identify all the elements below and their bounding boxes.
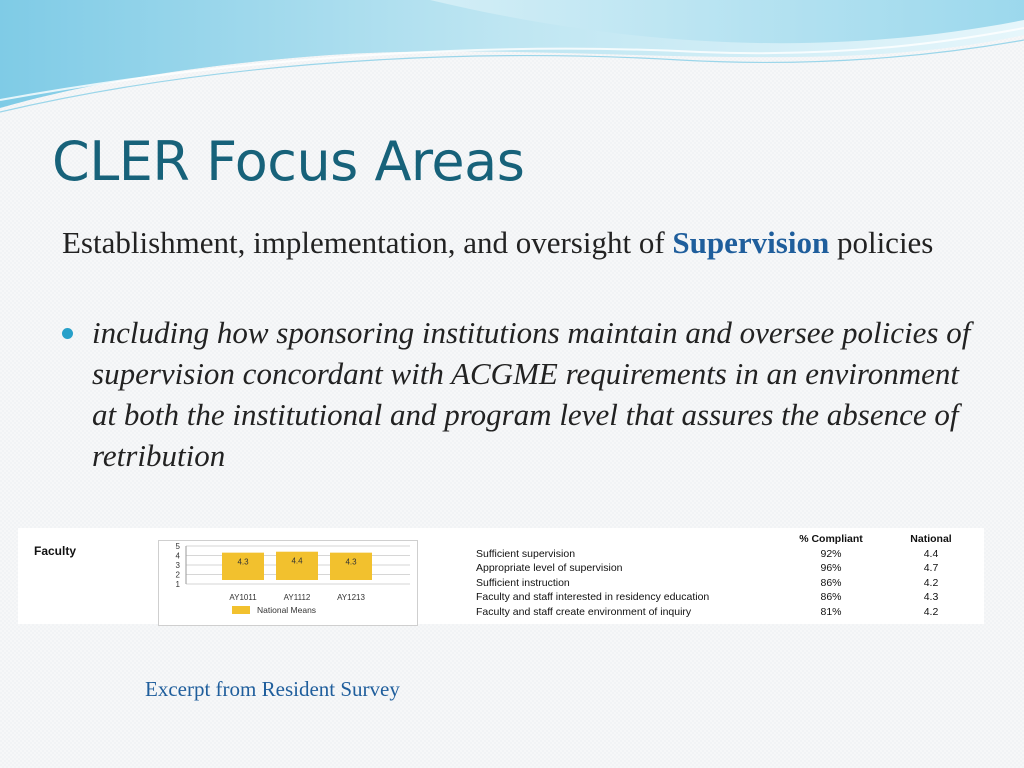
intro-text [62, 222, 962, 264]
legend-swatch [232, 606, 250, 614]
header-cell-compliant: % Compliant [799, 533, 863, 545]
bar-data-label: 4.3 [345, 557, 357, 567]
x-tick-label: AY1213 [337, 593, 365, 602]
header-wave-decoration [0, 0, 1024, 120]
bullet-item [62, 312, 982, 476]
y-tick-label: 2 [175, 570, 180, 580]
bullet-text: including how sponsoring institutions maintain and oversee policies of supervision concordant with ACGME requirements in an environment at both the institutional and program level that assures the absence of retribution [92, 315, 971, 473]
survey-excerpt-panel [18, 528, 984, 624]
y-tick-label: 4 [175, 551, 180, 561]
national-means-chart [158, 540, 418, 626]
header-cell-national: National [910, 533, 952, 545]
table-row [476, 576, 976, 591]
row-label: Appropriate level of supervision [476, 562, 623, 574]
row-compliant: 96% [820, 562, 842, 574]
x-tick-label: AY1011 [229, 593, 257, 602]
row-national: 4.2 [923, 576, 939, 589]
row-national: 4.7 [923, 562, 939, 574]
row-label: Sufficient supervision [476, 547, 576, 560]
faculty-label: Faculty [34, 544, 77, 558]
table-row [476, 547, 976, 562]
row-compliant: 86% [820, 591, 842, 603]
y-tick-label: 3 [175, 561, 180, 570]
row-label: Sufficient instruction [476, 576, 570, 589]
bullet-dot-icon [62, 328, 73, 339]
intro-highlight: Supervision [672, 225, 830, 260]
row-compliant: 92% [820, 547, 842, 560]
survey-table [476, 532, 976, 619]
y-tick-label: 1 [175, 580, 180, 589]
table-row [476, 605, 976, 620]
x-tick-label: AY1112 [283, 593, 311, 602]
survey-header-row [476, 532, 976, 547]
row-label: Faculty and staff create environment of inquiry [476, 605, 692, 618]
slide-title: CLER Focus Areas [52, 130, 525, 193]
header-cell-item [476, 532, 776, 547]
row-national: 4.4 [923, 547, 939, 560]
row-national: 4.3 [923, 591, 939, 603]
y-tick-label: 5 [175, 542, 180, 551]
row-compliant: 81% [820, 605, 842, 618]
intro-text-start: Establishment, implementation, and oversight of [62, 225, 673, 260]
intro-text-end: policies [829, 225, 934, 260]
row-label: Faculty and staff interested in residency education [476, 591, 710, 603]
row-compliant: 86% [820, 576, 842, 589]
legend-label: National Means [257, 605, 317, 615]
table-row [476, 590, 976, 605]
row-national: 4.2 [923, 605, 939, 618]
table-row [476, 561, 976, 576]
bar-data-label: 4.4 [291, 556, 303, 566]
bar-data-label: 4.3 [237, 557, 249, 567]
caption-text: Excerpt from Resident Survey [145, 677, 400, 701]
